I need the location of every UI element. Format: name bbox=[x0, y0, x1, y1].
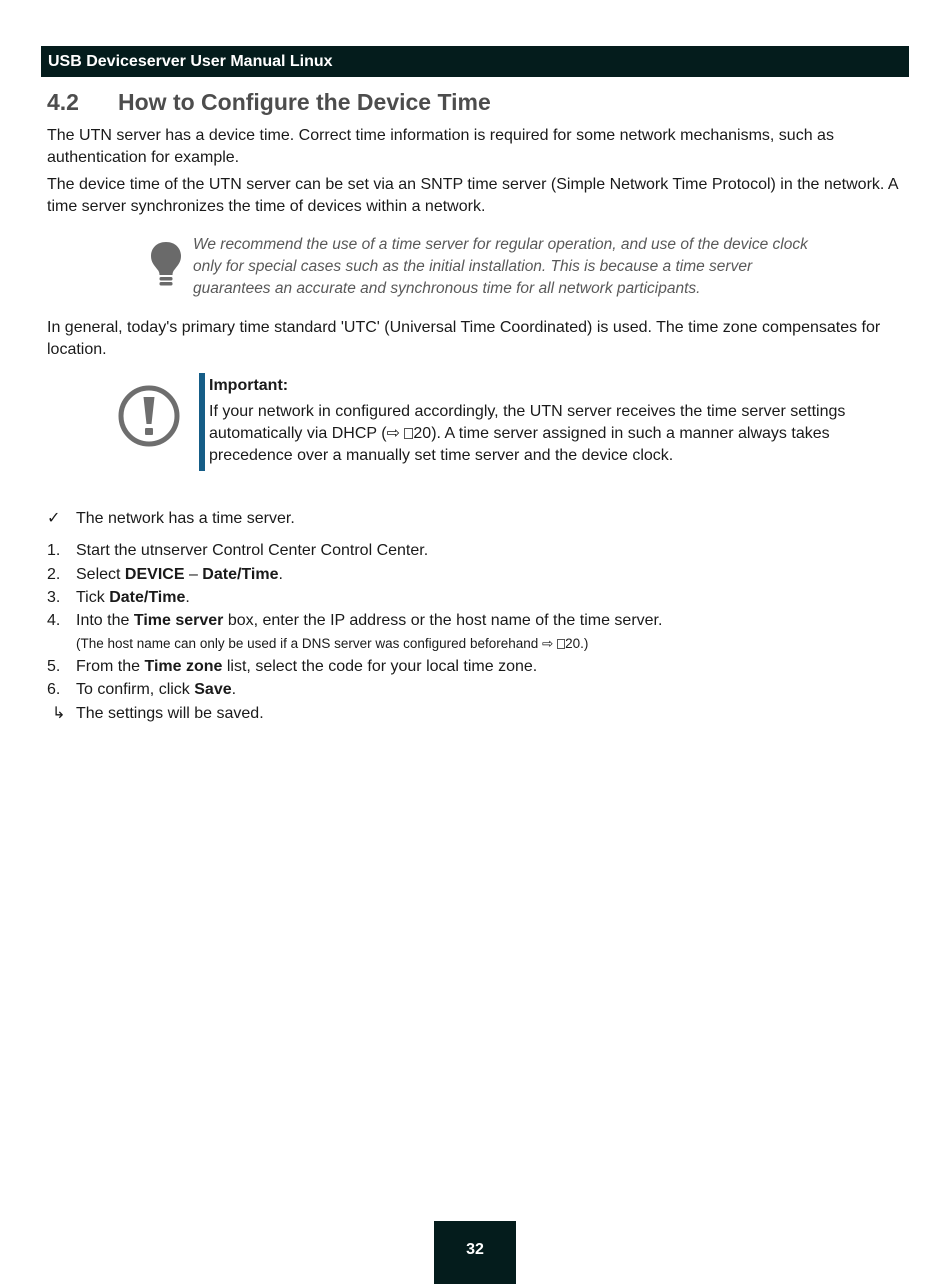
exclamation-circle-icon bbox=[117, 384, 181, 448]
important-title: Important: bbox=[209, 377, 289, 394]
intro-paragraph-1: The UTN server has a device time. Correct time information is required for some network mechanisms, such as authentication for example. bbox=[47, 127, 834, 166]
step-text: Start the utnserver Control Center Control Center. bbox=[76, 542, 429, 559]
header-bar: USB Deviceserver User Manual Linux bbox=[41, 46, 909, 77]
menu-device: DEVICE bbox=[124, 566, 185, 583]
step-text: From the Time zone list, select the code for your local time zone. bbox=[76, 658, 538, 675]
page-ref-icon bbox=[557, 639, 565, 649]
section-title bbox=[47, 89, 491, 116]
lightbulb-icon bbox=[149, 240, 183, 288]
field-time-zone: Time zone bbox=[144, 658, 223, 675]
section-title-text: How to Configure the Device Time bbox=[118, 89, 491, 115]
arrow-right-icon: ⇨ bbox=[386, 425, 400, 442]
prerequisite-text: The network has a time server. bbox=[76, 510, 295, 527]
checkmark-icon: ✓ bbox=[47, 510, 61, 527]
tip-text: We recommend the use of a time server for regular operation, and use of the device clock only for special cases such as the initial installation. This is because a time server guarantees an accurate and synchronous time for all network participants. bbox=[193, 236, 808, 297]
important-accent-bar bbox=[199, 373, 205, 471]
step-text: Tick Date/Time. bbox=[76, 589, 190, 606]
step-number: 4. bbox=[47, 612, 61, 629]
step-4-note: (The host name can only be used if a DNS server was configured beforehand ⇨ 20.) bbox=[76, 636, 589, 651]
important-page-ref[interactable]: 20 bbox=[413, 425, 432, 442]
step-number: 5. bbox=[47, 658, 61, 675]
important-text-a: If your network in configured accordingly, the UTN server receives the time server settings automatically via DHCP ( bbox=[209, 403, 846, 442]
page-number: 32 bbox=[434, 1221, 516, 1284]
arrow-right-icon: ⇨ bbox=[542, 636, 554, 651]
menu-date-time: Date/Time bbox=[202, 566, 279, 583]
intro-paragraph-2: The device time of the UTN server can be set via an SNTP time server (Simple Network Time Protocol) in the network. A time server synchronizes the time of devices within a network. bbox=[47, 176, 898, 215]
important-text-b: ). A time server assigned in such a manner always takes precedence over a manually set time server and the device clock. bbox=[209, 425, 830, 464]
result-text: The settings will be saved. bbox=[76, 705, 264, 722]
utc-paragraph: In general, today's primary time standard 'UTC' (Universal Time Coordinated) is used. The time zone compensates for location. bbox=[47, 319, 881, 358]
note-page-ref[interactable]: 20 bbox=[565, 636, 581, 651]
option-date-time: Date/Time bbox=[109, 589, 186, 606]
step-text: To confirm, click Save. bbox=[76, 681, 237, 698]
step-text: Into the Time server box, enter the IP address or the host name of the time server. bbox=[76, 612, 663, 629]
important-box bbox=[209, 375, 859, 467]
step-number: 3. bbox=[47, 589, 61, 606]
important-text bbox=[209, 401, 859, 467]
button-save-ref: Save bbox=[194, 681, 232, 698]
step-text: Select DEVICE – Date/Time. bbox=[76, 566, 283, 583]
result-arrow-icon: ↳ bbox=[52, 705, 66, 722]
step-number: 6. bbox=[47, 681, 61, 698]
section-number: 4.2 bbox=[47, 89, 79, 115]
field-time-server: Time server bbox=[133, 612, 224, 629]
step-number: 1. bbox=[47, 542, 61, 559]
step-number: 2. bbox=[47, 566, 61, 583]
